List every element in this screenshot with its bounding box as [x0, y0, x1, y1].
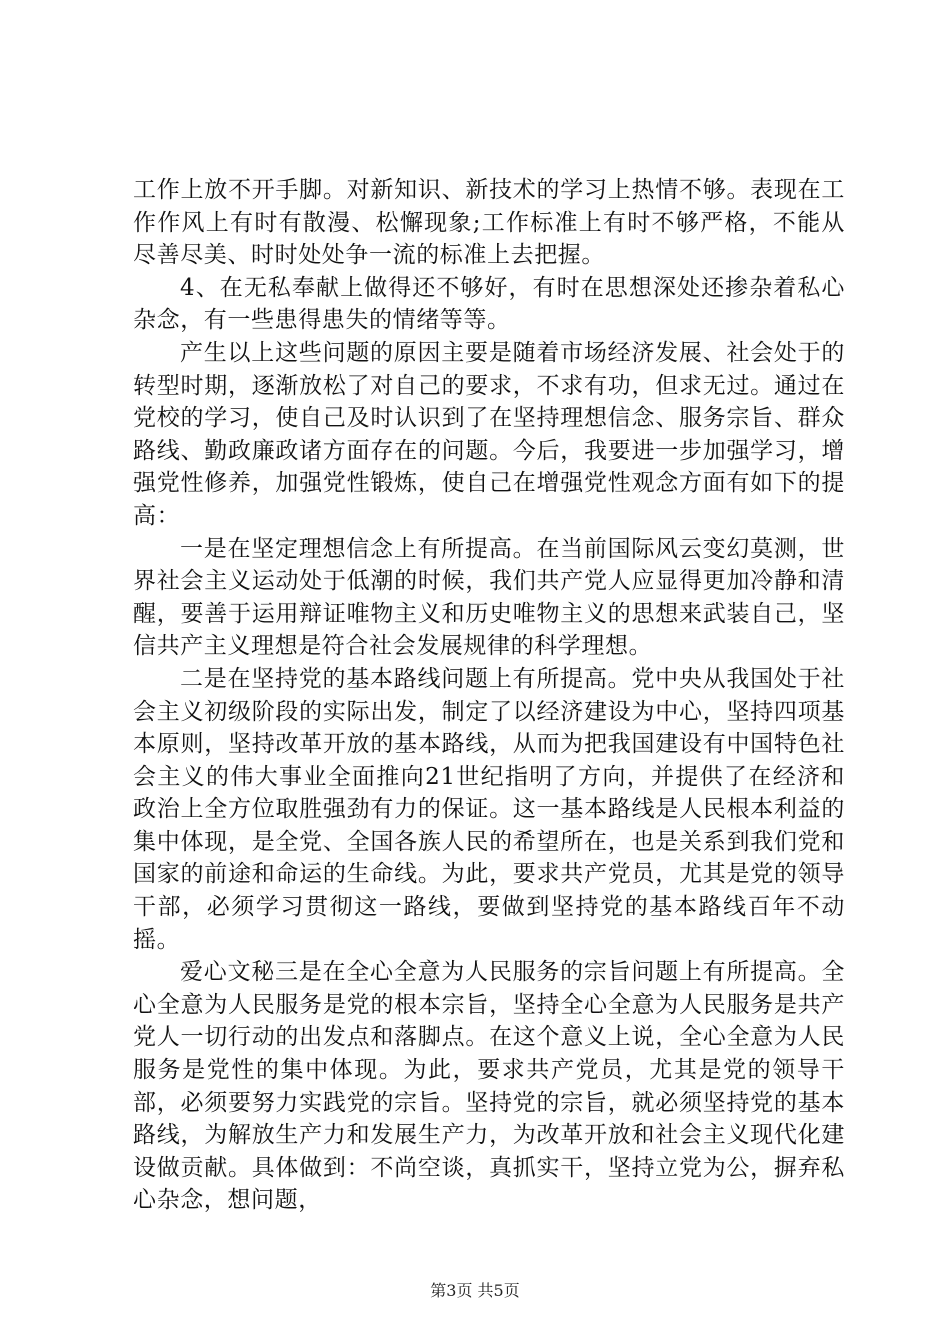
page-number-footer: 第3页 共5页	[430, 1281, 520, 1300]
paragraph: 产生以上这些问题的原因主要是随着市场经济发展、社会处于的转型时期，逐渐放松了对自己的要求，不求有功，但求无过。通过在党校的学习，使自己及时认识到了在坚持理想信念、服务宗旨、群众路线、勤政廉政诸方面存在的问题。今后，我要进一步加强学习，增强党性修养，加强党性锻炼，使自己在增强党性观念方面有如下的提高：	[133, 339, 845, 529]
paragraph: 4、在无私奉献上做得还不够好，有时在思想深处还掺杂着私心杂念，有一些患得患失的情绪等等。	[133, 274, 845, 334]
document-body	[133, 174, 845, 1217]
paragraph: 工作上放不开手脚。对新知识、新技术的学习上热情不够。表现在工作作风上有时有散漫、松懈现象;工作标准上有时不够严格，不能从尽善尽美、时时处处争一流的标准上去把握。	[133, 177, 845, 269]
paragraph: 爱心文秘三是在全心全意为人民服务的宗旨问题上有所提高。全心全意为人民服务是党的根本宗旨，坚持全心全意为人民服务是共产党人一切行动的出发点和落脚点。在这个意义上说，全心全意为人民服务是党性的集中体现。为此，要求共产党员，尤其是党的领导干部，必须要努力实践党的宗旨。坚持党的宗旨，就必须坚持党的基本路线，为解放生产力和发展生产力，为改革开放和社会主义现代化建设做贡献。具体做到：不尚空谈，真抓实干，坚持立党为公，摒弃私心杂念，想问题，	[133, 959, 845, 1214]
paragraph: 一是在坚定理想信念上有所提高。在当前国际风云变幻莫测，世界社会主义运动处于低潮的时候，我们共产党人应显得更加冷静和清醒，要善于运用辩证唯物主义和历史唯物主义的思想来武装自己，坚信共产主义理想是符合社会发展规律的科学理想。	[133, 535, 845, 660]
paragraph: 二是在坚持党的基本路线问题上有所提高。党中央从我国处于社会主义初级阶段的实际出发，制定了以经济建设为中心，坚持四项基本原则，坚持改革开放的基本路线，从而为把我国建设有中国特色社会主义的伟大事业全面推向21世纪指明了方向，并提供了在经济和政治上全方位取胜强劲有力的保证。这一基本路线是人民根本利益的集中体现，是全党、全国各族人民的希望所在，也是关系到我们党和国家的前途和命运的生命线。为此，要求共产党员，尤其是党的领导干部，必须学习贯彻这一路线，要做到坚持党的基本路线百年不动摇。	[133, 665, 845, 953]
